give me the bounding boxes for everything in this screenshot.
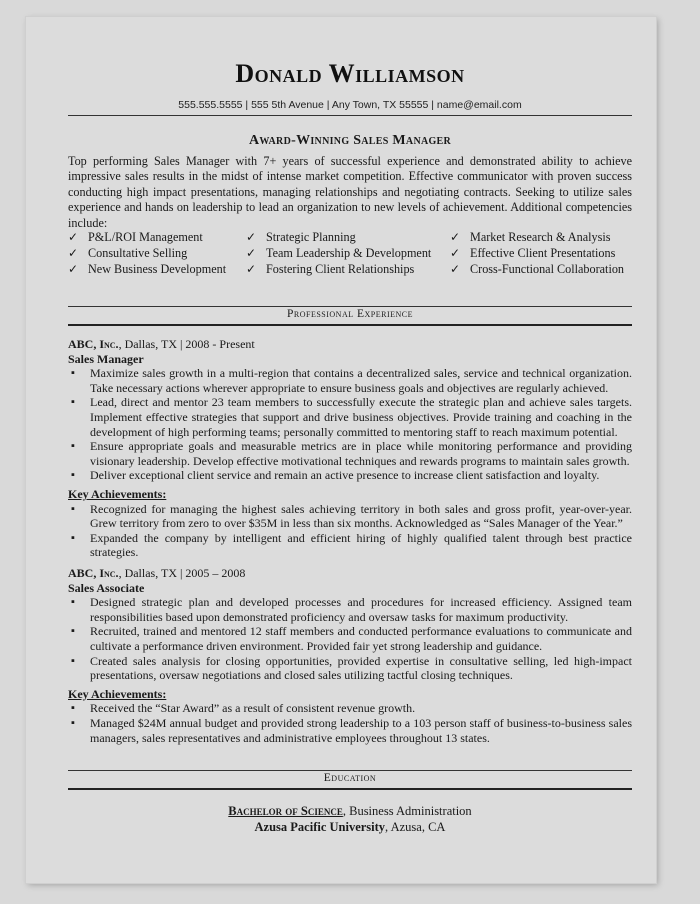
job-achievements — [68, 701, 632, 745]
job-responsibilities — [68, 595, 632, 683]
check-icon: ✓ — [68, 262, 79, 276]
experience-rule-top — [68, 306, 632, 307]
contact-line: 555.555.5555 | 555 5th Avenue | Any Town, TX 55555 | name@email.com — [178, 99, 522, 111]
check-icon: ✓ — [68, 230, 79, 244]
check-icon: ✓ — [450, 262, 461, 276]
list-item: ▪ Deliver exceptional client service and remain an active presence to increase client satisfaction and loyalty. — [68, 468, 632, 483]
list-item: ▪ Recruited, trained and mentored 12 staff members and conducted performance evaluations to communicate and cultivate a performance driven environment. Provided fair yet strong leadership and guidance. — [68, 624, 632, 653]
job-responsibilities — [68, 366, 632, 483]
competency-item: ✓ New Business Development — [68, 262, 227, 276]
competency-item: ✓ Cross-Functional Collaboration — [450, 262, 625, 276]
job-company: ABC, Inc., Dallas, TX | 2005 – 2008 — [68, 566, 246, 580]
competency-item: ✓ Effective Client Presentations — [450, 246, 616, 260]
list-item: ▪ Expanded the company by intelligent and efficient hiring of highly qualified talent through best practice strategies. — [68, 531, 632, 560]
degree-line: Bachelor of Science, Business Administration — [228, 804, 472, 818]
summary-paragraph: Top performing Sales Manager with 7+ years of successful experience and demonstrated ability to achieve impressive sales results in the midst of intense market competition. Effective communicator with proven success conducting high impact presentations, managing relationships and negotiating contracts. Seeking to utilize sales experience and hands on leadership to lead an organization to new levels of achievement. Additional competencies include: — [68, 154, 632, 230]
competency-item: ✓ P&L/ROI Management — [68, 230, 203, 244]
job-company: ABC, Inc., Dallas, TX | 2008 - Present — [68, 337, 255, 351]
competency-column-1 — [68, 229, 226, 277]
competency-item: ✓ Team Leadership & Development — [246, 246, 432, 260]
job-achievements — [68, 502, 632, 560]
candidate-name: Donald Williamson — [235, 59, 465, 88]
list-item: ▪ Lead, direct and mentor 23 team members to successfully execute the strategic plan and achieve sales targets. Implement effective strategies that support and drive business objectives. Provide training and coaching in the development of high performing teams; personally committed to mentoring staff to reach maximum potential. — [68, 395, 632, 439]
competency-item: ✓ Strategic Planning — [246, 230, 356, 244]
education-rule-top — [68, 770, 632, 771]
list-item: ▪ Ensure appropriate goals and measurable metrics are in place while monitoring performance and providing visionary leadership. Develop effective motivational techniques and rewards programs to maintain sales growth. — [68, 439, 632, 468]
competency-column-3 — [450, 229, 624, 277]
competency-column-2 — [246, 229, 431, 277]
section-experience: Professional Experience — [286, 308, 414, 320]
resume-page — [26, 17, 656, 883]
education-entry — [68, 804, 632, 835]
check-icon: ✓ — [246, 262, 257, 276]
list-item: ▪ Received the “Star Award” as a result of consistent revenue growth. — [68, 701, 632, 716]
experience-rule-bottom — [68, 324, 632, 326]
competency-item: ✓ Market Research & Analysis — [450, 230, 611, 244]
check-icon: ✓ — [246, 230, 257, 244]
check-icon: ✓ — [450, 230, 461, 244]
competency-item: ✓ Consultative Selling — [68, 246, 188, 260]
list-item: ▪ Managed $24M annual budget and provided strong leadership to a 103 person staff of business-to-business sales managers, sales representatives and administrative employees throughout 13 states. — [68, 716, 632, 745]
education-rule-bottom — [68, 788, 632, 790]
key-achievements-heading: Key Achievements: — [68, 486, 167, 501]
resume-title: Award-Winning Sales Manager — [248, 133, 452, 148]
job-2 — [68, 566, 632, 745]
list-item: ▪ Designed strategic plan and developed processes and procedures for increased efficiency. Assigned team responsibilities based upon demonstrated proficiency and oversaw tasks for maximum productivity. — [68, 595, 632, 624]
header-rule — [68, 115, 632, 116]
key-achievements-heading: Key Achievements: — [68, 686, 167, 701]
section-education: Education — [323, 772, 377, 784]
school-line: Azusa Pacific University, Azusa, CA — [254, 819, 446, 834]
job-role: Sales Associate — [68, 580, 145, 595]
check-icon: ✓ — [246, 246, 257, 260]
check-icon: ✓ — [450, 246, 461, 260]
job-1 — [68, 337, 632, 560]
list-item: ▪ Created sales analysis for closing opportunities, provided expertise in consultative selling, led high-impact presentations, oversaw negotiations and closed sales utilizing tactful closing techniques. — [68, 654, 632, 683]
competency-item: ✓ Fostering Client Relationships — [246, 262, 415, 276]
job-role: Sales Manager — [68, 351, 144, 366]
list-item: ▪ Recognized for managing the highest sales achieving territory in both sales and gross profit, year-over-year. Grew territory from zero to over $35M in less than six months. Acknowledged as “Sales Manager of the Year.” — [68, 502, 632, 531]
check-icon: ✓ — [68, 246, 79, 260]
list-item: ▪ Maximize sales growth in a multi-region that contains a decentralized sales, service and technical organization. Take necessary actions wherever appropriate to ensure business goals and objectives are regularly achieved. — [68, 366, 632, 395]
